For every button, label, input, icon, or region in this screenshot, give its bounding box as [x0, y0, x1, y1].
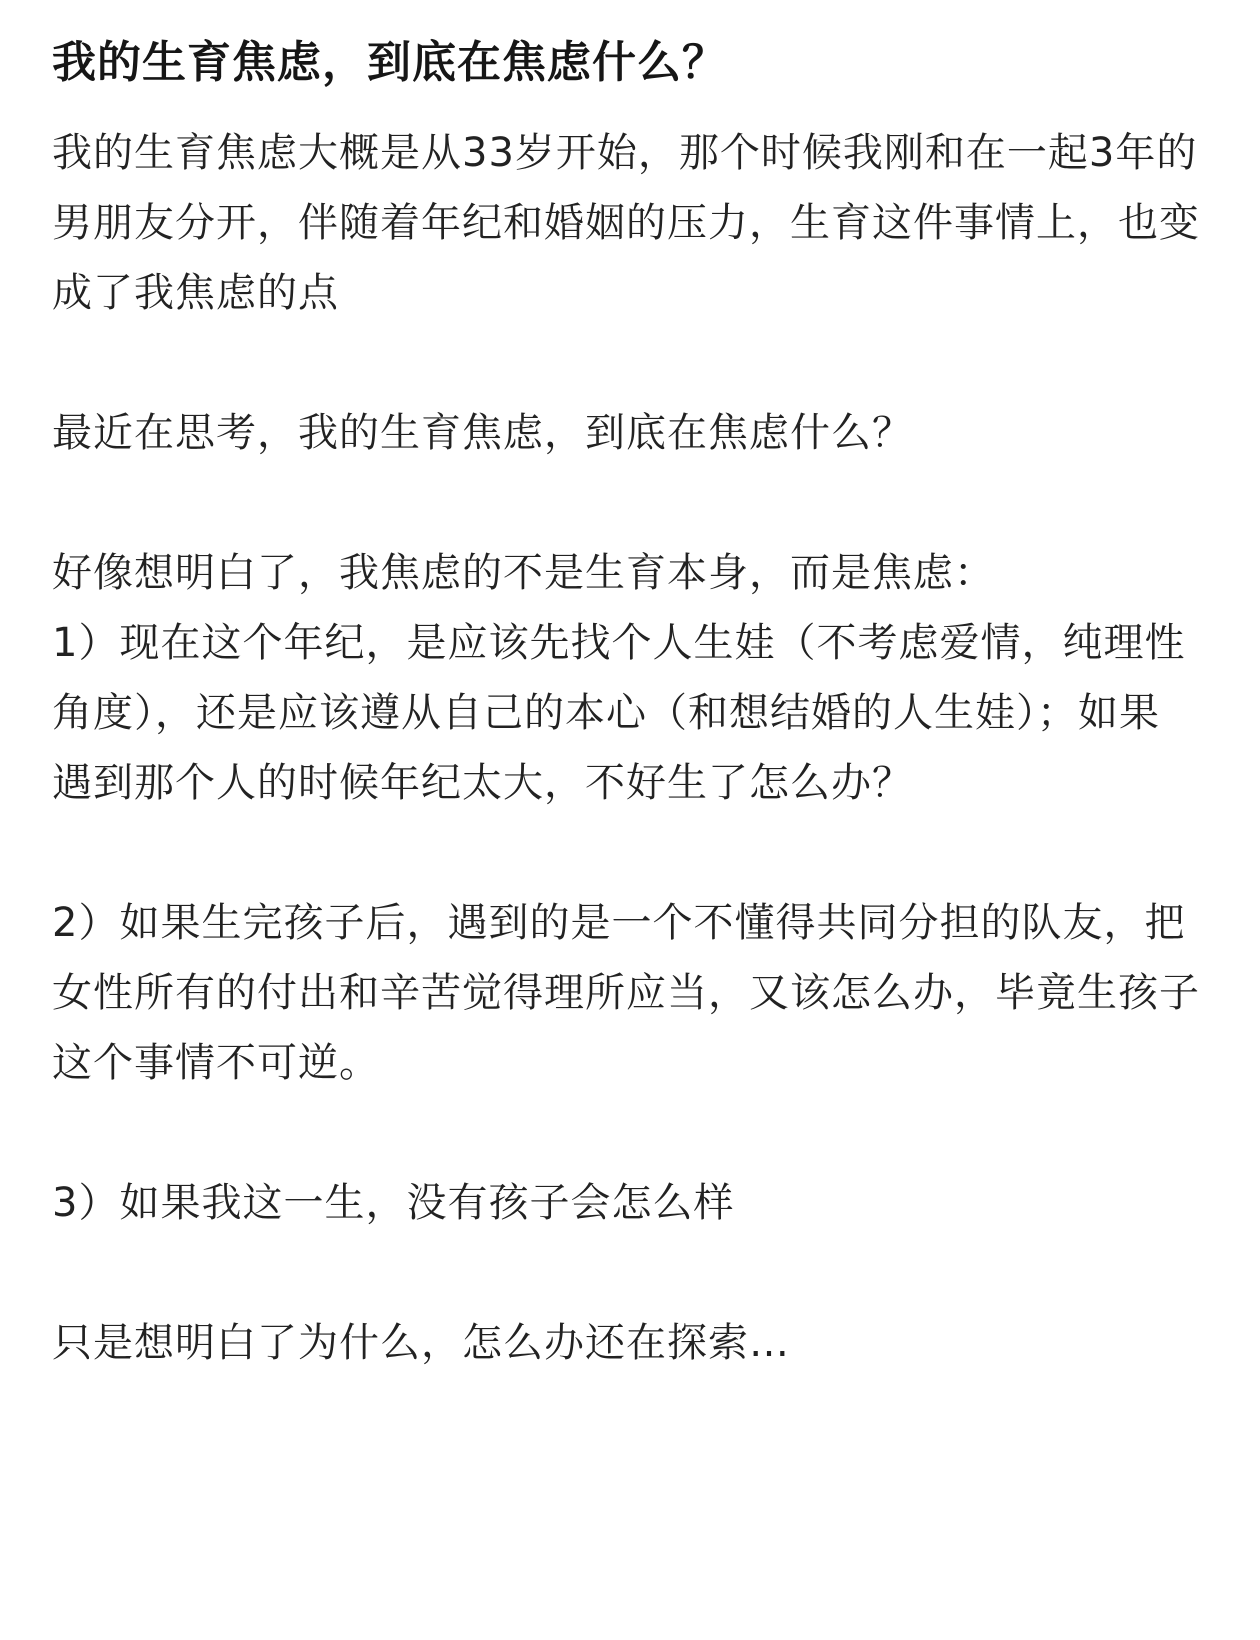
- paragraph-gap: [52, 468, 1200, 538]
- paragraph-gap: [52, 1098, 1200, 1168]
- paragraph-gap: [52, 328, 1200, 398]
- paragraph-conclusion: 只是想明白了为什么，怎么办还在探索…: [52, 1320, 790, 1366]
- paragraph-intro: 我的生育焦虑大概是从33岁开始，那个时候我刚和在一起3年的男朋友分开，伴随着年纪和婚姻的压力，生育这件事情上，也变成了我焦虑的点: [52, 130, 1200, 316]
- paragraph-point-2: 2）如果生完孩子后，遇到的是一个不懂得共同分担的队友，把女性所有的付出和辛苦觉得理所应当，又该怎么办，毕竟生孩子这个事情不可逆。: [52, 900, 1200, 1086]
- post-body: [52, 118, 1200, 1378]
- paragraph-point-3: 3）如果我这一生，没有孩子会怎么样: [52, 1180, 735, 1226]
- post-title: 我的生育焦虑，到底在焦虑什么？: [52, 37, 727, 88]
- paragraph-gap: [52, 1238, 1200, 1308]
- paragraph-question: 最近在思考，我的生育焦虑，到底在焦虑什么？: [52, 410, 913, 456]
- paragraph-gap: [52, 818, 1200, 888]
- paragraph-point-1: 好像想明白了，我焦虑的不是生育本身，而是焦虑： 1）现在这个年纪，是应该先找个人生娃（不考虑爱情，纯理性角度），还是应该遵从自己的本心（和想结婚的人生娃）；如果遇到那个人的时候年纪太大，不好生了怎么办？: [52, 550, 1186, 806]
